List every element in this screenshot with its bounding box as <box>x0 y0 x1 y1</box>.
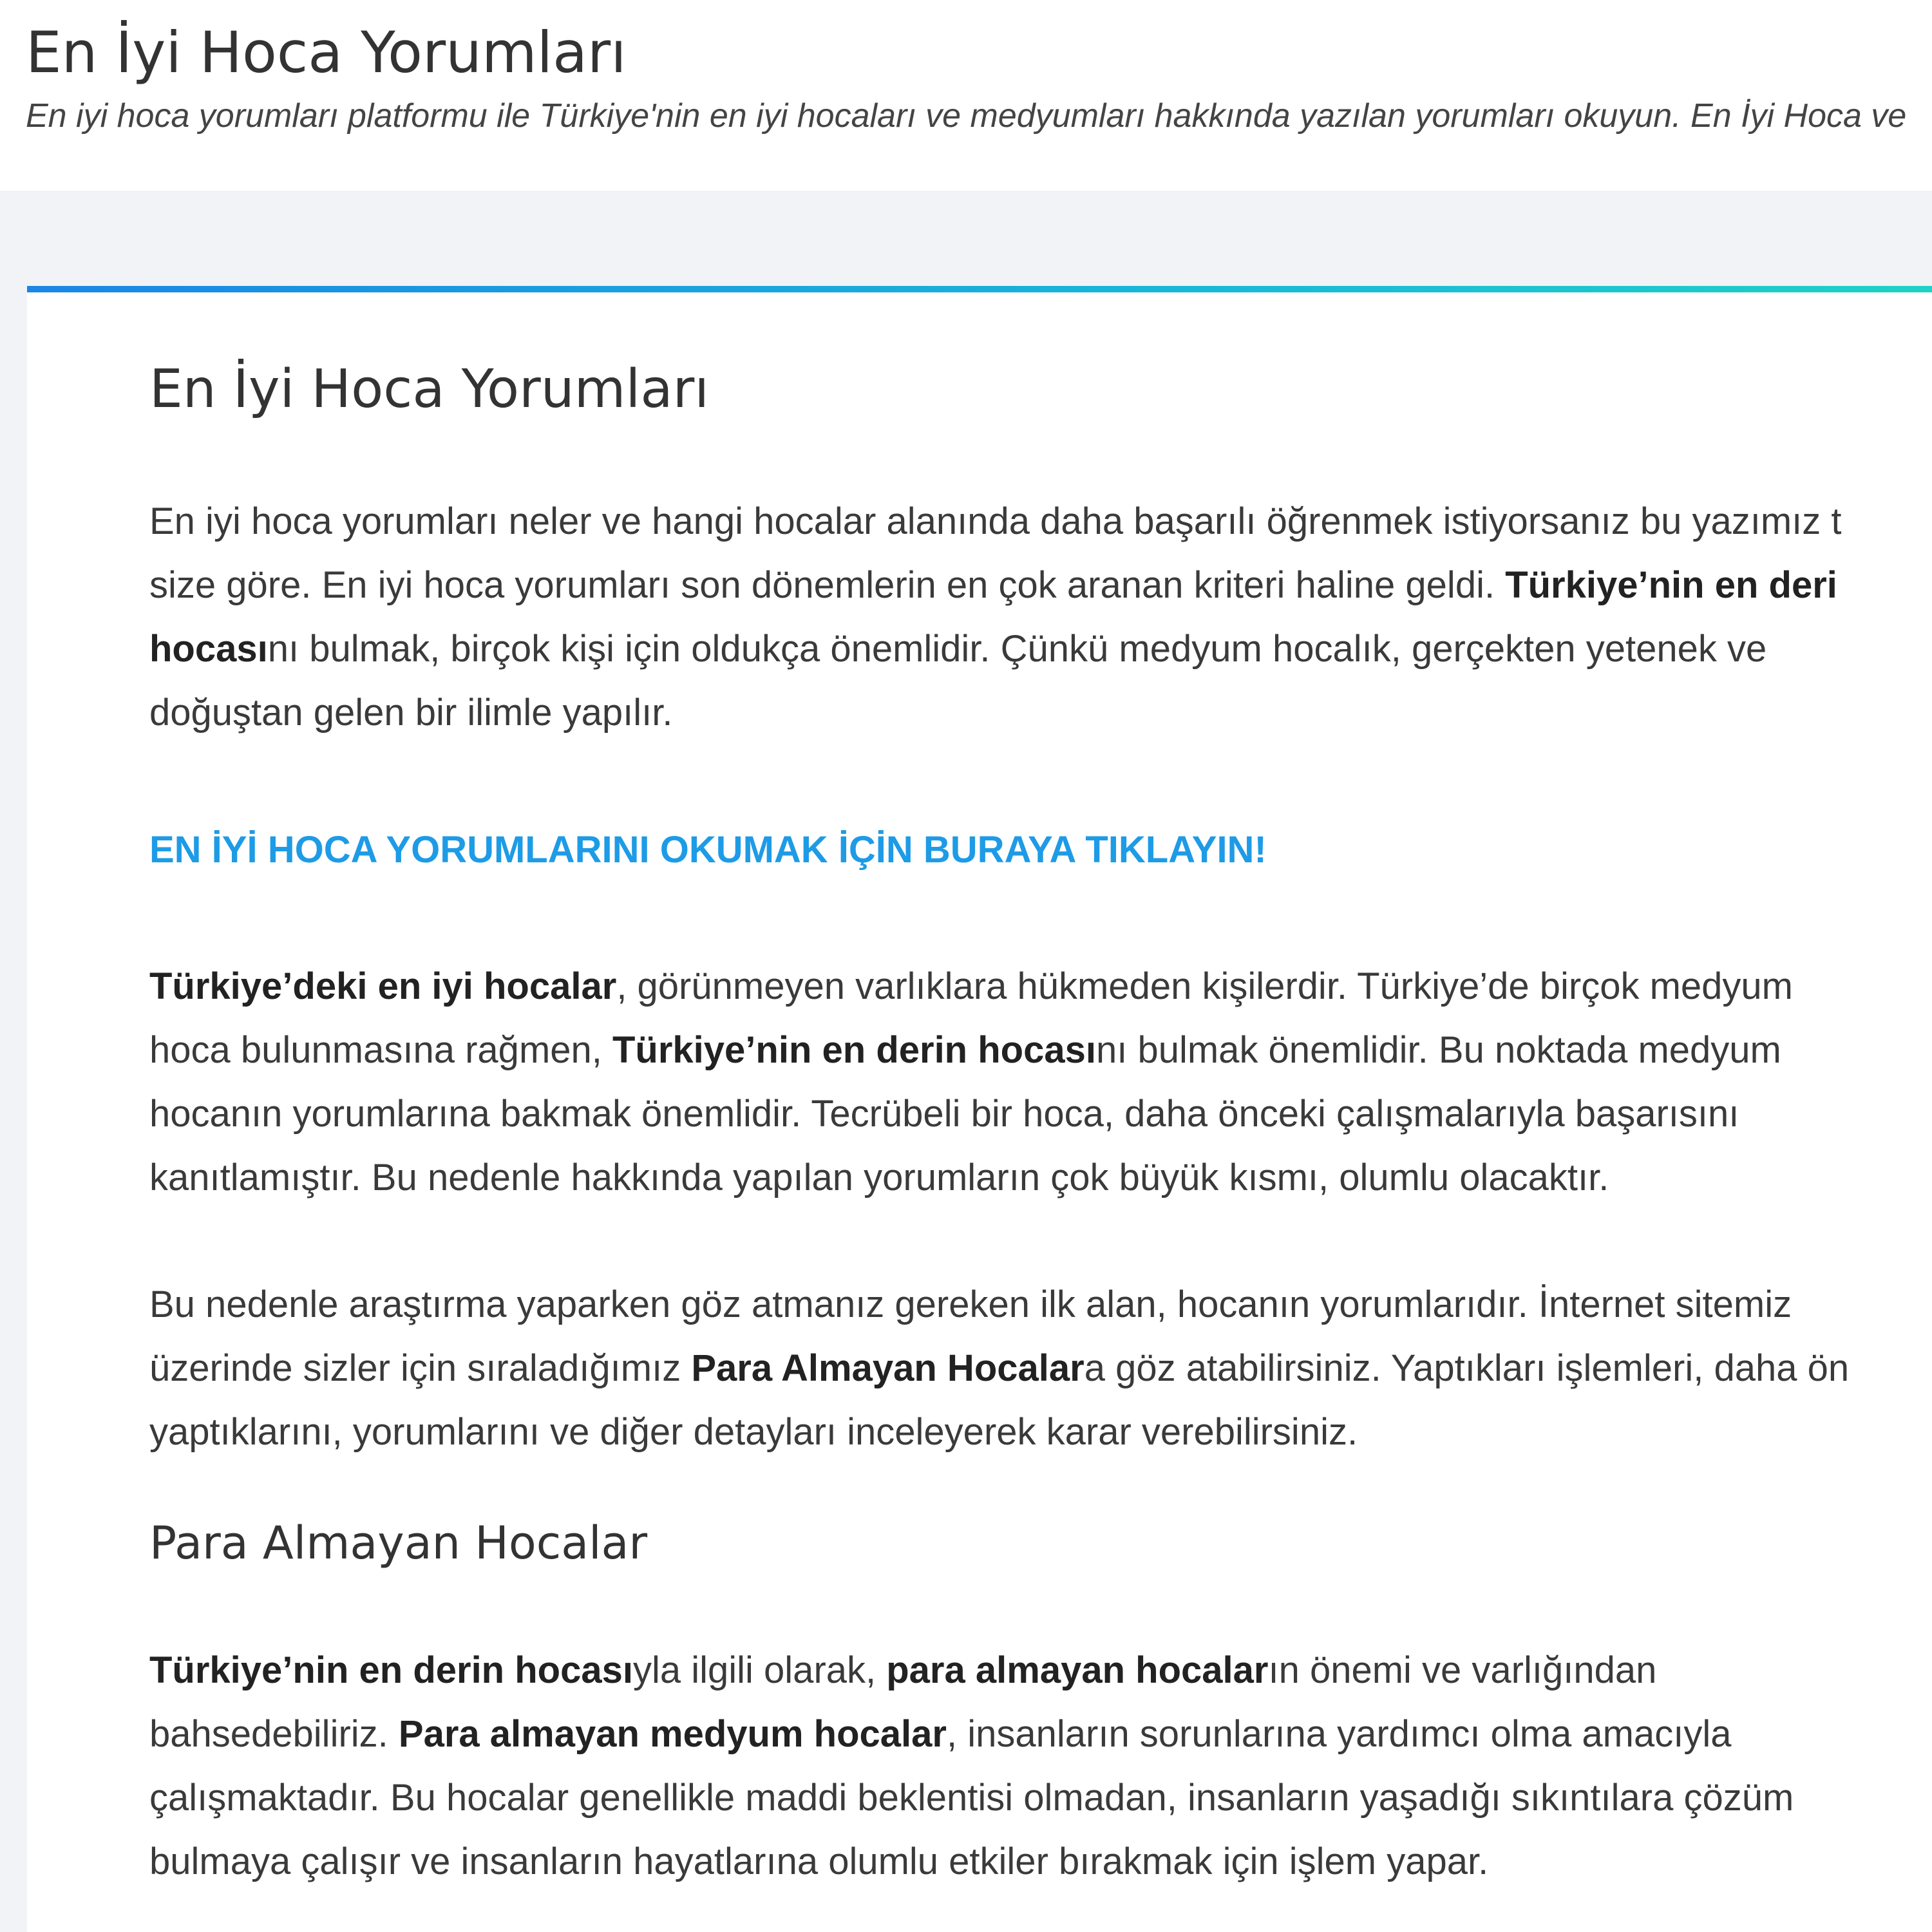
paragraph-line <box>149 553 1927 617</box>
paragraph-line <box>149 1400 1927 1464</box>
site-header <box>0 0 1932 191</box>
text-segment: ın önemi ve varlığından <box>1268 1649 1657 1691</box>
paragraph-para-almayan <box>149 1638 1927 1893</box>
text-segment: yla ilgili olarak, <box>632 1649 887 1691</box>
text-segment: bahsedebiliriz. <box>149 1713 399 1755</box>
read-reviews-link[interactable]: EN İYİ HOCA YORUMLARINI OKUMAK İÇİN BURAYA TIKLAYIN! <box>149 829 1267 871</box>
bold-keyword: Türkiye’nin en derin hocası <box>149 1649 633 1691</box>
article-title: En İyi Hoca Yorumları <box>149 359 710 420</box>
paragraph-line <box>149 1766 1927 1830</box>
text-segment: nı bulmak, birçok kişi için oldukça önemlidir. Çünkü medyum hocalık, gerçekten yetenek ve <box>267 628 1767 670</box>
paragraph-line <box>149 1018 1927 1082</box>
section-heading-para-almayan: Para Almayan Hocalar <box>149 1517 648 1569</box>
text-segment: , insanların sorunlarına yardımcı olma amacıyla <box>946 1713 1732 1755</box>
text-segment: doğuştan gelen bir ilimle yapılır. <box>149 692 673 734</box>
paragraph-arastirma <box>149 1273 1927 1464</box>
text-segment: yaptıklarını, yorumlarını ve diğer detayları inceleyerek karar verebilirsiniz. <box>149 1411 1358 1453</box>
text-segment: a göz atabilirsiniz. Yaptıkları işlemleri, daha ön <box>1084 1347 1850 1389</box>
paragraph-line <box>149 617 1927 681</box>
paragraph-line <box>149 1830 1927 1893</box>
paragraph-line <box>149 681 1927 744</box>
text-segment: size göre. En iyi hoca yorumları son dönemlerin en çok aranan kriteri haline geldi. <box>149 564 1506 606</box>
paragraph-line <box>149 1273 1927 1336</box>
bold-keyword: Türkiye’nin en derin hocası <box>612 1029 1096 1071</box>
site-description: En iyi hoca yorumları platformu ile Türkiye'nin en iyi hocaları ve medyumları hakkında yazılan yorumları okuyun. En İyi Hoca ve <box>26 97 1907 135</box>
site-title[interactable]: En İyi Hoca Yorumları <box>26 19 627 86</box>
paragraph-line <box>149 954 1927 1018</box>
bold-keyword: Türkiye’deki en iyi hocalar <box>149 965 617 1007</box>
paragraph-line <box>149 1702 1927 1766</box>
text-segment: En iyi hoca yorumları neler ve hangi hocalar alanında daha başarılı öğrenmek istiyorsanız bu yazımız t <box>149 500 1842 542</box>
text-segment: bulmaya çalışır ve insanların hayatlarına olumlu etkiler bırakmak için işlem yapar. <box>149 1841 1489 1882</box>
bold-keyword: hocası <box>149 628 268 670</box>
text-segment: , görünmeyen varlıklara hükmeden kişilerdir. Türkiye’de birçok medyum <box>616 965 1794 1007</box>
paragraph-intro <box>149 489 1927 744</box>
paragraph-line <box>149 1336 1927 1400</box>
text-segment: Bu nedenle araştırma yaparken göz atmanız gereken ilk alan, hocanın yorumlarıdır. İnternet sitemiz <box>149 1283 1792 1325</box>
text-segment: üzerinde sizler için sıraladığımız <box>149 1347 692 1389</box>
paragraph-line <box>149 1082 1927 1146</box>
article-card <box>27 286 1932 1932</box>
text-segment: çalışmaktadır. Bu hocalar genellikle maddi beklentisi olmadan, insanların yaşadığı sıkıntılara çözüm <box>149 1777 1794 1819</box>
paragraph-line <box>149 1638 1927 1702</box>
text-segment: hocanın yorumlarına bakmak önemlidir. Tecrübeli bir hoca, daha önceki çalışmalarıyla başarısını <box>149 1093 1739 1135</box>
paragraph-line <box>149 1146 1927 1209</box>
paragraph-turkiye-hocalar <box>149 954 1927 1209</box>
bold-keyword: para almayan hocalar <box>886 1649 1269 1691</box>
paragraph-line <box>149 489 1927 553</box>
para-almayan-hocalar-link[interactable]: Para Almayan Hocalar <box>691 1347 1084 1389</box>
bold-keyword: Türkiye’nin en deri <box>1505 564 1837 606</box>
text-segment: hoca bulunmasına rağmen, <box>149 1029 612 1071</box>
bold-keyword: Para almayan medyum hocalar <box>398 1713 947 1755</box>
text-segment: nı bulmak önemlidir. Bu noktada medyum <box>1095 1029 1781 1071</box>
text-segment: kanıtlamıştır. Bu nedenle hakkında yapılan yorumların çok büyük kısmı, olumlu olacaktır. <box>149 1157 1609 1198</box>
